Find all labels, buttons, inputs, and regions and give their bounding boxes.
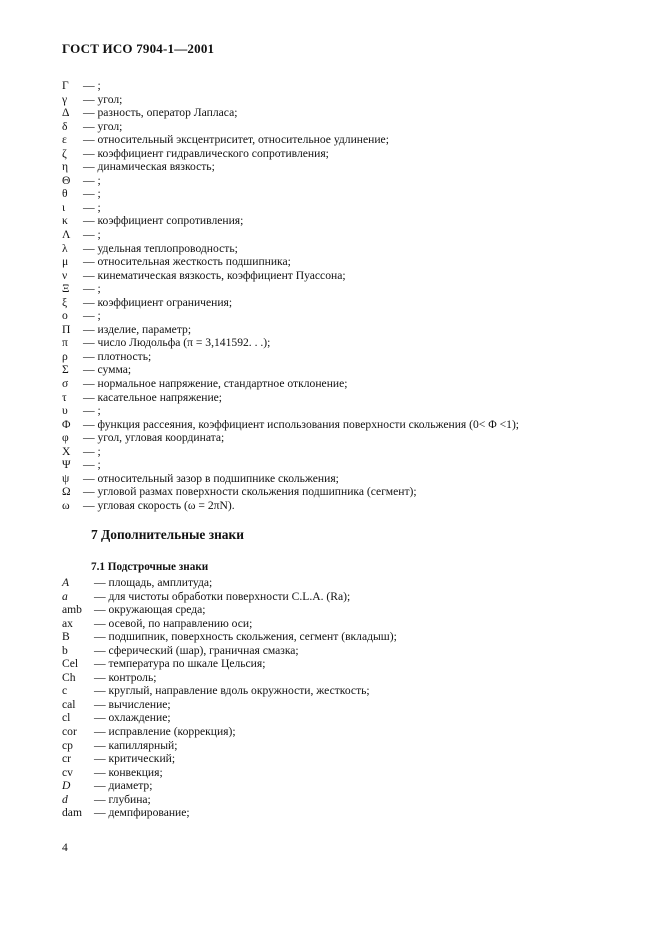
symbol: cp <box>62 738 73 752</box>
definition: — изделие, параметр; <box>83 322 192 336</box>
symbol: υ <box>62 404 68 418</box>
definition: — исправление (коррекция); <box>94 725 236 739</box>
symbol: cv <box>62 765 73 779</box>
symbol: ε <box>62 133 67 147</box>
definition: — угол; <box>83 119 123 133</box>
definition: — сумма; <box>83 363 132 377</box>
definition: — диаметр; <box>94 779 153 793</box>
definition: — функция рассеяния, коэффициент использования поверхности скольжения (0< Φ <1); <box>83 417 520 431</box>
section-title: 7 Дополнительные знаки <box>91 527 244 542</box>
symbol: γ <box>62 92 68 106</box>
subsection-title: 7.1 Подстрочные знаки <box>91 561 209 573</box>
symbol: Ξ <box>62 282 70 296</box>
symbol: Δ <box>62 106 70 120</box>
definition: — охлаждение; <box>94 711 171 725</box>
definition: — осевой, по направлению оси; <box>94 616 253 630</box>
definition: — угол, угловая координата; <box>83 431 225 445</box>
definition: — коэффициент ограничения; <box>83 295 233 309</box>
definition: — ; <box>83 187 101 201</box>
definition: — сферический (шар), граничная смазка; <box>94 643 299 657</box>
symbol: cal <box>62 697 76 711</box>
definition: — удельная теплопроводность; <box>83 241 238 255</box>
definition: — ; <box>83 458 101 472</box>
symbol: A <box>62 576 70 589</box>
definition: — ; <box>83 173 101 187</box>
definition: — разность, оператор Лапласа; <box>83 106 238 120</box>
symbol: Σ <box>62 363 69 377</box>
symbol: μ <box>62 255 69 269</box>
definition: — вычисление; <box>94 697 171 711</box>
definition: — динамическая вязкость; <box>83 160 215 174</box>
symbol: amb <box>62 603 82 617</box>
symbol: ψ <box>62 471 70 485</box>
symbol: Φ <box>62 417 71 431</box>
symbol: φ <box>62 431 69 445</box>
symbol: D <box>62 779 71 793</box>
definition: — относительная жесткость подшипника; <box>83 255 291 269</box>
definition: — плотность; <box>83 349 152 363</box>
document-header: ГОСТ ИСО 7904-1—2001 <box>62 41 215 56</box>
definition: — относительный зазор в подшипнике скольжения; <box>83 471 339 485</box>
definition: — нормальное напряжение, стандартное отклонение; <box>83 377 348 391</box>
definition: — контроль; <box>94 670 157 684</box>
symbol: Γ <box>62 79 69 92</box>
symbol: Χ <box>62 444 71 458</box>
symbol: θ <box>62 187 68 201</box>
symbol: c <box>62 684 68 698</box>
definition: — коэффициент сопротивления; <box>83 214 244 228</box>
symbol: τ <box>62 390 67 404</box>
definition: — ; <box>83 228 101 242</box>
symbol: cor <box>62 725 77 739</box>
definition: — ; <box>83 282 101 296</box>
symbol: a <box>62 589 68 603</box>
definition: — ; <box>83 444 101 458</box>
definition: — угол; <box>83 92 123 106</box>
definition: — касательное напряжение; <box>83 390 223 404</box>
symbol: b <box>62 643 68 657</box>
definition: — круглый, направление вдоль окружности, жесткость; <box>94 684 370 698</box>
definition: — ; <box>83 79 101 92</box>
page-number: 4 <box>62 841 68 854</box>
symbol: λ <box>62 241 68 255</box>
symbol: Θ <box>62 173 71 187</box>
symbol: η <box>62 160 69 174</box>
symbol: ν <box>62 268 68 282</box>
definition: — капиллярный; <box>94 738 178 752</box>
symbol: Π <box>62 322 71 336</box>
definition: — ; <box>83 404 101 418</box>
symbol: σ <box>62 377 69 391</box>
definition: — площадь, амплитуда; <box>94 576 213 589</box>
definition: — демпфирование; <box>94 806 190 820</box>
definition: — глубина; <box>94 792 151 806</box>
symbol: cr <box>62 752 72 766</box>
definition: — кинематическая вязкость, коэффициент Пуассона; <box>83 268 346 282</box>
symbol: ο <box>62 309 68 323</box>
symbol: π <box>62 336 68 350</box>
definition: — ; <box>83 200 101 214</box>
definition: — для чистоты обработки поверхности C.L.A. (Ra); <box>94 589 351 603</box>
definition: — коэффициент гидравлического сопротивления; <box>83 146 329 160</box>
symbol: ax <box>62 616 73 630</box>
definition: — относительный эксцентриситет, относительное удлинение; <box>83 133 389 147</box>
definition: — температура по шкале Цельсия; <box>94 657 266 671</box>
symbol: Ch <box>62 670 76 684</box>
symbol: ξ <box>62 295 68 309</box>
definition: — окружающая среда; <box>94 603 206 617</box>
definition: — угловая скорость (ω = 2πN). <box>83 498 235 512</box>
definition: — число Людольфа (π = 3,141592. . .); <box>83 336 271 350</box>
definition: — подшипник, поверхность скольжения, сегмент (вкладыш); <box>94 630 397 644</box>
symbol: Cel <box>62 657 79 671</box>
definition: — ; <box>83 309 101 323</box>
symbol: Ω <box>62 485 71 499</box>
definition: — угловой размах поверхности скольжения подшипника (сегмент); <box>83 485 417 499</box>
definition: — конвекция; <box>94 765 163 779</box>
symbol: δ <box>62 119 68 133</box>
symbol: ι <box>62 200 66 214</box>
symbol: B <box>62 630 70 644</box>
symbol: cl <box>62 711 71 725</box>
symbol: Ψ <box>62 458 71 472</box>
symbol: dam <box>62 806 82 820</box>
definition: — критический; <box>94 752 176 766</box>
symbol: ω <box>62 498 70 512</box>
symbol: ζ <box>62 146 67 160</box>
symbol: κ <box>62 214 68 228</box>
symbol: d <box>62 792 68 806</box>
symbol: Λ <box>62 228 71 242</box>
symbol: ρ <box>62 349 68 363</box>
